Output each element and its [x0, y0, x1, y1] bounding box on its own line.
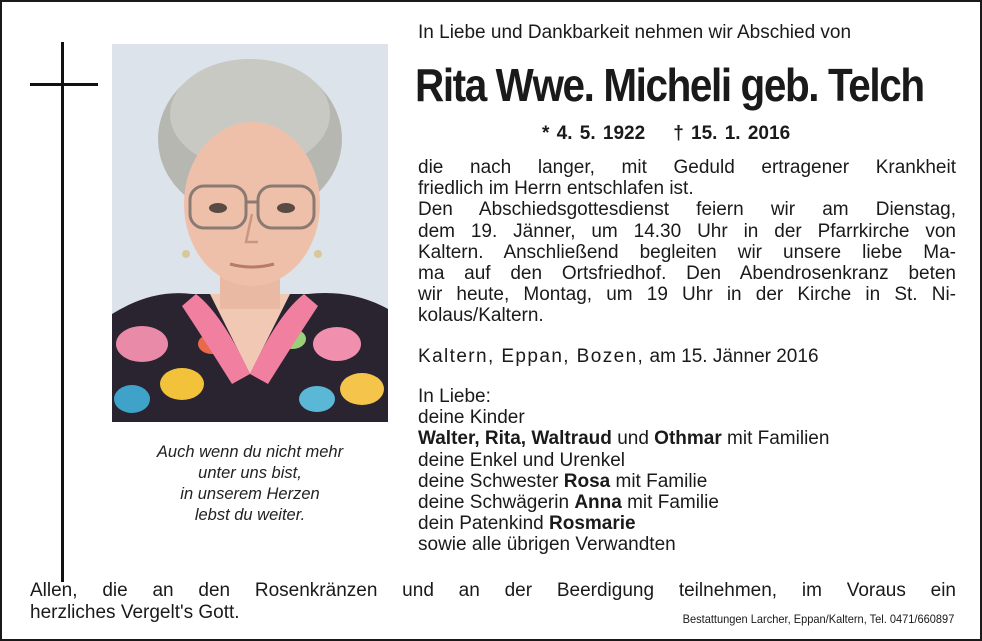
- body-line: dem 19. Jänner, um 14.30 Uhr in der Pfarrkirche von: [418, 220, 956, 242]
- portrait-photo: [112, 44, 388, 422]
- with-family: mit Familie: [627, 492, 719, 514]
- cross-icon: [61, 42, 64, 582]
- date: am 15. Jänner 2016: [649, 346, 819, 367]
- thanks-line: Allen, die an den Rosenkränzen und an der Beerdigung teilnehmen, im Voraus ein: [30, 580, 956, 601]
- places: Kaltern, Eppan, Bozen,: [418, 346, 645, 367]
- body-line: Den Abschiedsgottesdienst feiern wir am Dienstag,: [418, 199, 956, 221]
- sister-in-law-label: deine Schwägerin: [418, 492, 570, 514]
- godchild-name: Rosmarie: [549, 513, 636, 535]
- godchild-label: dein Patenkind: [418, 513, 544, 535]
- conjunction: und: [617, 428, 649, 450]
- quote-line: lebst du weiter.: [194, 506, 306, 524]
- children-label: deine Kinder: [418, 407, 525, 429]
- intro-text: In Liebe und Dankbarkeit nehmen wir Abschied von: [418, 22, 852, 43]
- with-family: mit Familie: [615, 470, 708, 492]
- sister-line: [418, 471, 956, 492]
- mourners-list: [418, 386, 956, 556]
- quote-line: in unserem Herzen: [180, 485, 320, 503]
- grandchildren-line: deine Enkel und Urenkel: [418, 449, 626, 471]
- death-date: † 15. 1. 2016: [673, 123, 791, 144]
- relatives-line: sowie alle übrigen Verwandten: [418, 534, 676, 556]
- children-names: Walter, Rita, Waltraud: [418, 428, 612, 450]
- body-line: friedlich im Herrn entschlafen ist.: [418, 178, 694, 200]
- body-line: ma auf den Ortsfriedhof. Den Abendrosenkranz beten: [418, 263, 956, 285]
- sister-in-law-line: [418, 492, 956, 513]
- thanks-line: herzliches Vergelt's Gott.: [30, 602, 240, 623]
- children-line: [418, 428, 956, 449]
- life-dates: [542, 123, 790, 145]
- quote-line: unter uns bist,: [198, 464, 302, 482]
- body-line: Kaltern. Anschließend begleiten wir unsere liebe Ma-: [418, 241, 956, 263]
- sister-name: Rosa: [563, 470, 611, 492]
- announcement-body: [418, 157, 956, 327]
- sister-label: deine Schwester: [418, 470, 559, 492]
- body-line: wir heute, Montag, um 19 Uhr in der Kirche in St. Ni-: [418, 284, 956, 306]
- godchild-line: [418, 513, 956, 534]
- children-name-last: Othmar: [654, 428, 722, 450]
- cross-icon-bar: [30, 83, 98, 86]
- birth-date: * 4. 5. 1922: [542, 123, 646, 144]
- memorial-quote: [112, 442, 388, 526]
- undertaker-credit: Bestattungen Larcher, Eppan/Kaltern, Tel. 0471/660897: [682, 612, 954, 626]
- with-families: mit Familien: [727, 428, 830, 450]
- body-line: die nach langer, mit Geduld ertragener Krankheit: [418, 157, 956, 178]
- sister-in-law-name: Anna: [574, 492, 622, 514]
- deceased-name: Rita Wwe. Micheli geb. Telch: [415, 59, 924, 111]
- body-line: kolaus/Kaltern.: [418, 305, 544, 327]
- place-date-line: [418, 346, 956, 367]
- mourners-heading: In Liebe:: [418, 386, 491, 407]
- quote-line: Auch wenn du nicht mehr: [156, 443, 344, 461]
